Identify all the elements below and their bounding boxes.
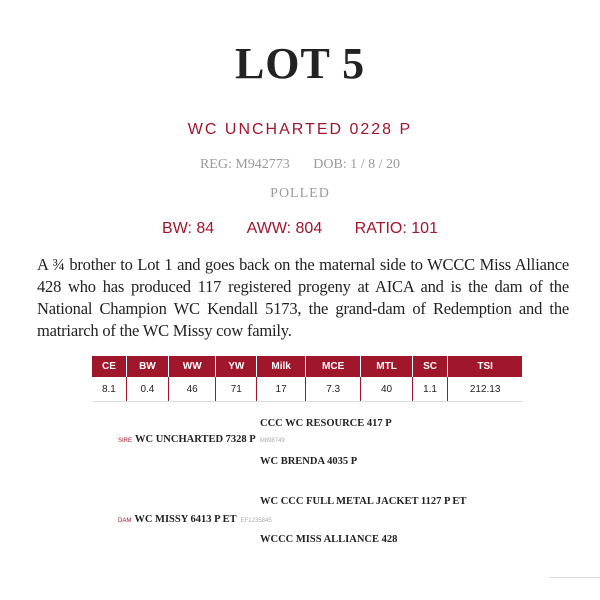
epd-header-milk: Milk [257,356,306,377]
pedigree-sire-dam: WC BRENDA 4035 P [260,456,358,467]
pedigree-dam [118,514,272,525]
epd-header-mtl: MTL [361,356,412,377]
epd-header-mce: MCE [305,356,360,377]
corner-divider [550,577,600,578]
epd-value-sc: 1.1 [412,377,448,402]
epd-header-sc: SC [412,356,448,377]
epd-value-bw: 0.4 [126,377,168,402]
epd-header-row [92,356,522,377]
dam-registration: EF1235845 [240,518,272,524]
epd-value-yw: 71 [216,377,257,402]
sire-name: WC UNCHARTED 7328 P [135,434,256,445]
pedigree-sire-sire: CCC WC RESOURCE 417 P [260,418,392,429]
lot-description: A ¾ brother to Lot 1 and goes back on the maternal side to WCCC Miss Alliance 428 who has produced 117 registered progeny at AICA and is the dam of the National Champion WC Kendall 5173, the grand-dam of Redemption and the matriarch of the WC Missy cow family. [37,255,569,340]
registration-number: REG: M942773 [199,157,290,172]
sire-label: SIRE [118,438,133,444]
weaning-ratio: RATIO: 101 [354,220,438,237]
epd-value-milk: 17 [257,377,306,402]
epd-value-tsi: 212.13 [448,377,522,402]
epd-table [92,356,522,402]
polled-status: POLLED [270,186,330,201]
date-of-birth: DOB: 1 / 8 / 20 [313,157,401,172]
epd-header-ww: WW [168,356,215,377]
pedigree-dam-dam: WCCC MISS ALLIANCE 428 [260,534,398,545]
epd-value-ww: 46 [168,377,215,402]
adjusted-weaning-weight: AWW: 804 [246,220,323,237]
lot-title: LOT 5 [234,39,366,88]
epd-values-row [92,377,522,402]
weights-line [0,220,600,238]
epd-value-mtl: 40 [361,377,412,402]
registration-line [0,157,600,173]
epd-header-tsi: TSI [448,356,522,377]
epd-value-ce: 8.1 [92,377,126,402]
epd-header-bw: BW [126,356,168,377]
pedigree-dam-sire: WC CCC FULL METAL JACKET 1127 P ET [260,496,467,507]
dam-label: DAM [118,518,132,524]
sire-registration: M898749 [259,438,285,444]
dam-name: WC MISSY 6413 P ET [134,514,237,525]
epd-header-yw: YW [216,356,257,377]
birth-weight: BW: 84 [162,220,215,237]
epd-value-mce: 7.3 [305,377,360,402]
epd-header-ce: CE [92,356,126,377]
pedigree-sire [118,434,285,445]
animal-name: WC UNCHARTED 0228 P [187,121,413,138]
